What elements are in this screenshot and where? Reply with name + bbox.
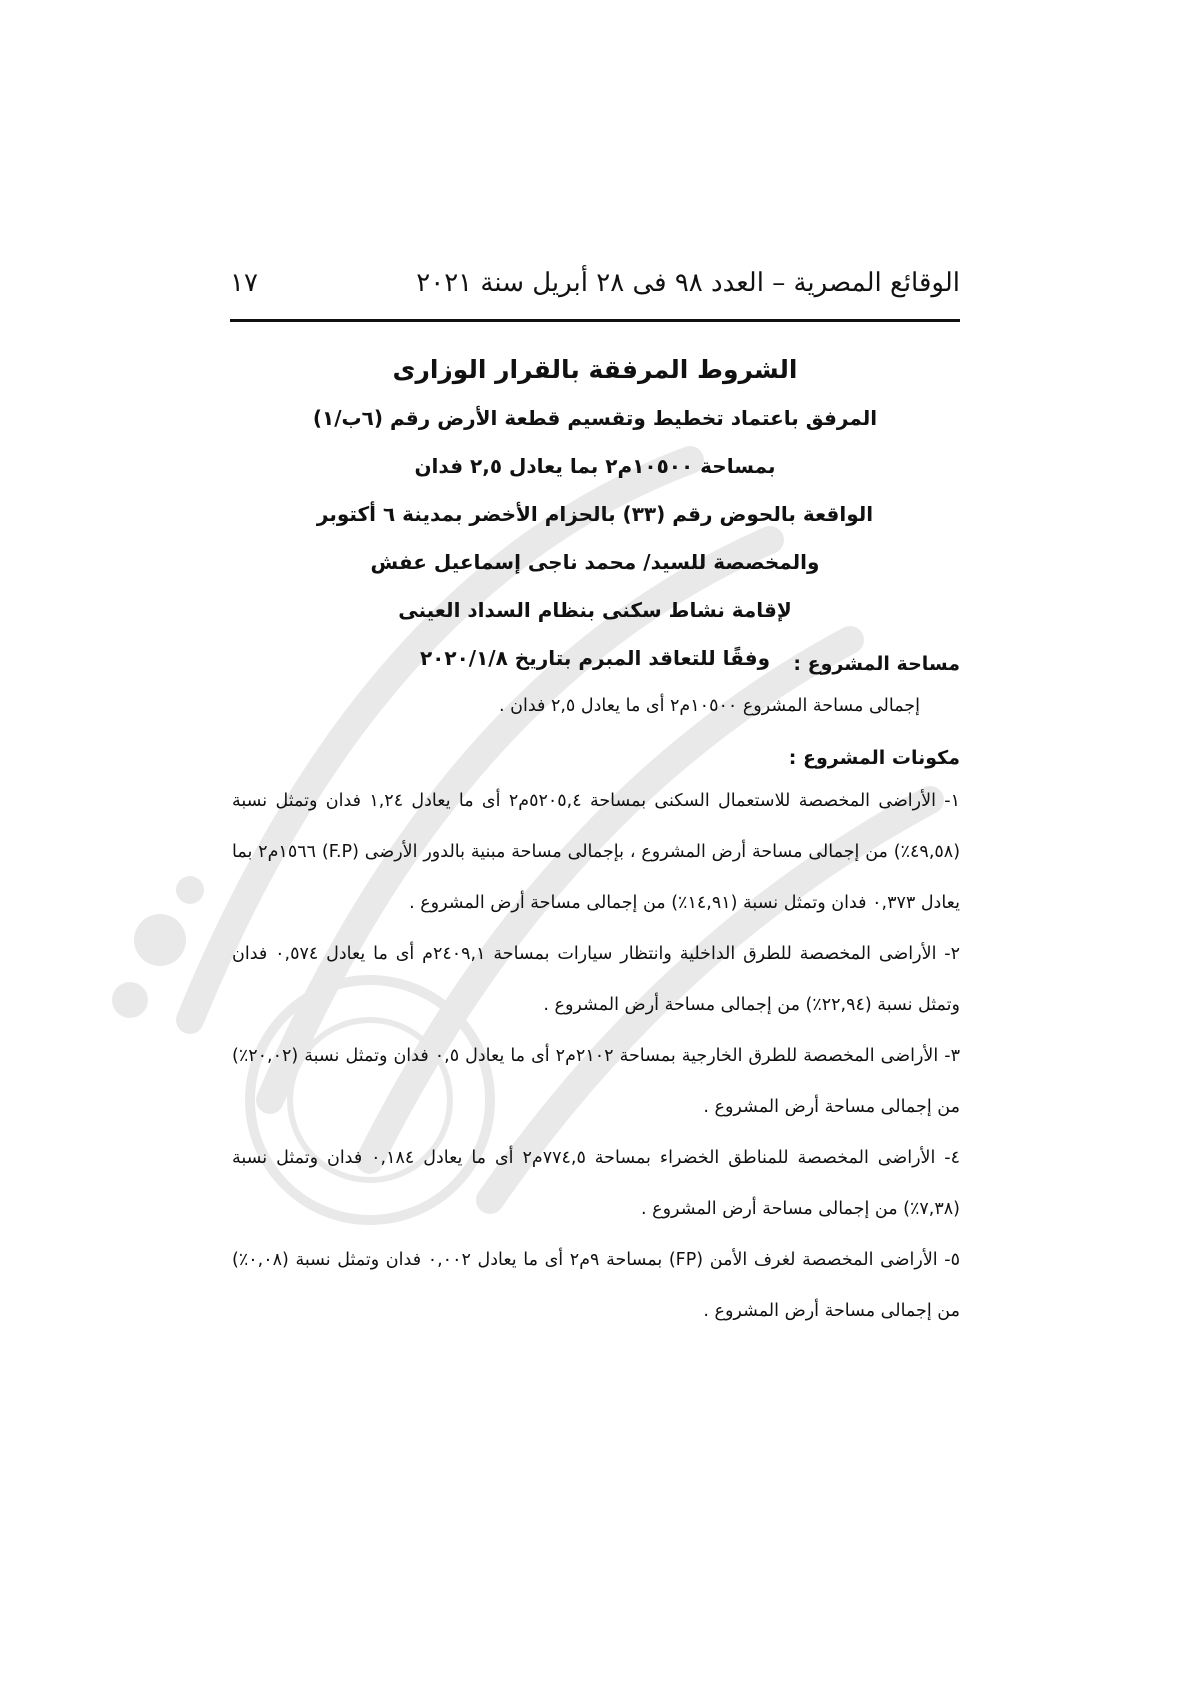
title-line-5: لإقامة نشاط سكنى بنظام السداد العينى	[398, 598, 792, 622]
component-item-5: ٥- الأراضى المخصصة لغرف الأمن (FP) بمساحة ٩م٢ أى ما يعادل ٠,٠٠٢ فدان وتمثل نسبة (٠,٠٨٪) من إجمالى مساحة أرض المشروع .	[232, 1250, 961, 1321]
component-item-3: ٣- الأراضى المخصصة للطرق الخارجية بمساحة ٢١٠٢م٢ أى ما يعادل ٠,٥ فدان وتمثل نسبة (٢٠,٠٢٪) من إجمالى مساحة أرض المشروع .	[232, 1046, 960, 1117]
title-line-6: وفقًا للتعاقد المبرم بتاريخ ٢٠٢٠/١/٨	[419, 646, 771, 670]
header-title: الوقائع المصرية – العدد ٩٨ فى ٢٨ أبريل سنة ٢٠٢١	[416, 268, 960, 298]
component-item-4: ٤- الأراضى المخصصة للمناطق الخضراء بمساحة ٧٧٤,٥م٢ أى ما يعادل ٠,١٨٤ فدان وتمثل نسبة (٧,٣٨٪) من إجمالى مساحة أرض المشروع .	[232, 1148, 961, 1219]
document-body	[232, 640, 960, 1337]
document-title: الشروط المرفقة بالقرار الوزارى	[392, 355, 798, 384]
page-header	[230, 268, 960, 318]
title-line-3: الواقعة بالحوض رقم (٣٣) بالحزام الأخضر بمدينة ٦ أكتوبر	[316, 502, 874, 526]
page-number: ١٧	[230, 268, 258, 298]
title-line-1: المرفق باعتماد تخطيط وتقسيم قطعة الأرض رقم (٦ب/١)	[312, 406, 878, 430]
component-item-2: ٢- الأراضى المخصصة للطرق الداخلية وانتظار سيارات بمساحة ٢٤٠٩,١م أى ما يعادل ٠,٥٧٤ فدان وتمثل نسبة (٢٢,٩٤٪) من إجمالى مساحة أرض المشروع .	[232, 944, 960, 1015]
title-line-2: بمساحة ١٠٥٠٠م٢ بما يعادل ٢,٥ فدان	[414, 454, 776, 478]
title-line-4: والمخصصة للسيد/ محمد ناجى إسماعيل عفش	[370, 550, 820, 574]
header-divider	[230, 319, 960, 322]
area-text: إجمالى مساحة المشروع ١٠٥٠٠م٢ أى ما يعادل ٢,٥ فدان .	[499, 696, 920, 716]
component-item-1: ١- الأراضى المخصصة للاستعمال السكنى بمساحة ٥٢٠٥,٤م٢ أى ما يعادل ١,٢٤ فدان وتمثل نسبة (٤٩,٥٨٪) من إجمالى مساحة أرض المشروع ، بإجمالى مساحة مبنية بالدور الأرضى (F.P) ١٥٦٦م٢ بما يعادل ٠,٣٧٣ فدان وتمثل نسبة (١٤,٩١٪) من إجمالى مساحة أرض المشروع .	[232, 791, 961, 913]
area-heading: مساحة المشروع :	[793, 653, 960, 675]
components-heading: مكونات المشروع :	[788, 747, 960, 769]
title-block	[230, 350, 960, 682]
